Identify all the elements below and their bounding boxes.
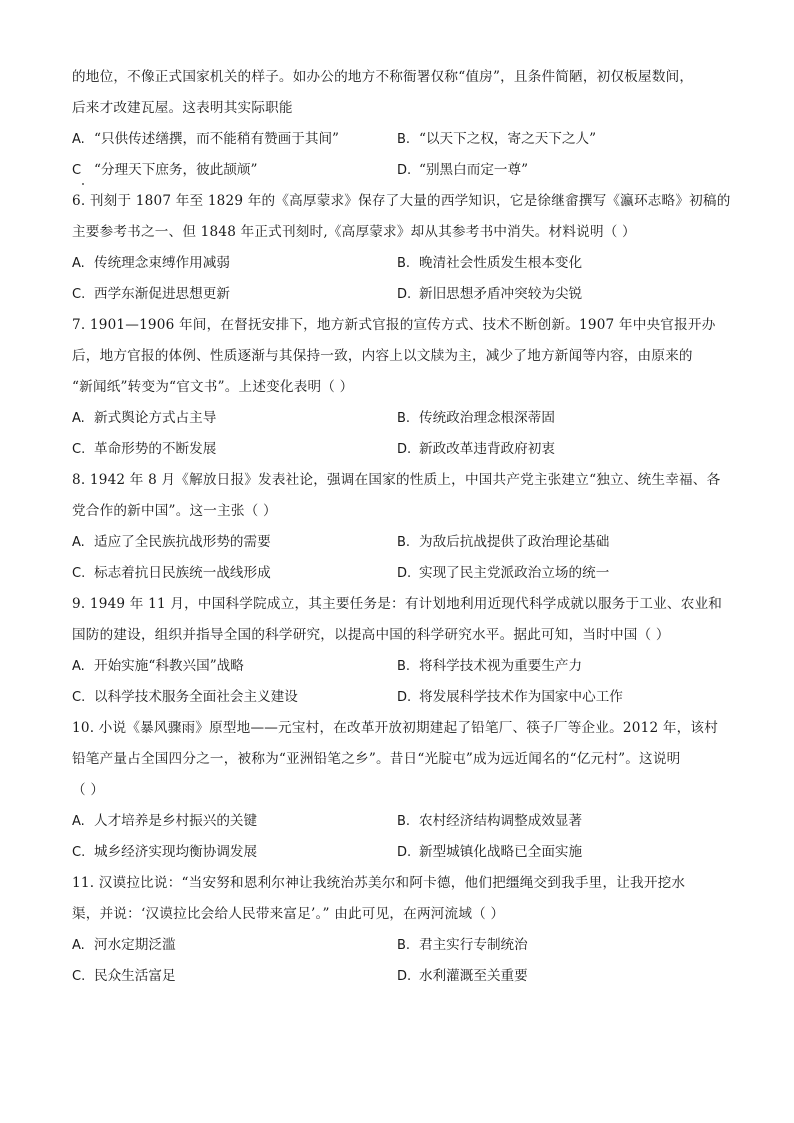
option-text: 城乡经济实现均衡协调发展 — [94, 844, 258, 860]
option-text: 为敌后抗战提供了政治理论基础 — [419, 534, 610, 550]
option-text: 民众生活富足 — [94, 968, 176, 984]
options-row — [72, 248, 732, 279]
option-key: D. — [397, 163, 412, 178]
option-text: 新式舆论方式占主导 — [94, 410, 217, 426]
option-key: C. — [72, 287, 86, 302]
option-key: A. — [72, 938, 85, 953]
option-key: C. — [72, 969, 86, 984]
question-stem-line: 10. 小说《暴风骤雨》原型地——元宝村，在改革开放初期建起了铅笔厂、筷子厂等企业。2012 年，该村 — [72, 720, 718, 736]
option-text: 晚清社会性质发生根本变化 — [419, 255, 583, 271]
option-b — [397, 124, 722, 155]
question-5-continuation — [72, 62, 732, 186]
stray-dot-mark — [82, 183, 84, 185]
options-row — [72, 930, 732, 961]
option-a — [72, 651, 397, 682]
option-key: D. — [397, 442, 412, 457]
option-a — [72, 124, 397, 155]
options-row — [72, 558, 732, 589]
question-stem-line: 的地位，不像正式国家机关的样子。如办公的地方不称衙署仅称“值房”，且条件简陋，初仅板屋数间， — [72, 69, 694, 85]
question-stem-line: 7. 1901—1906 年间，在督抚安排下，地方新式官报的宣传方式、技术不断创新。1907 年中央官报开办 — [72, 317, 716, 333]
question-11 — [72, 868, 732, 992]
exam-page — [72, 62, 732, 992]
option-d — [397, 682, 722, 713]
option-text: “以天下之权，寄之天下之人” — [419, 131, 597, 147]
options-row — [72, 682, 732, 713]
option-key: B. — [397, 535, 411, 550]
question-stem-line: 渠，并说：‘汉谟拉比会给人民带来富足’。” 由此可见，在两河流域（ ） — [72, 906, 505, 922]
option-text: “分理天下庶务，彼此颉颃” — [94, 162, 258, 178]
option-text: “只供传述缮撰，而不能稍有赞画于其间” — [94, 131, 339, 147]
option-c — [72, 155, 397, 186]
option-text: 开始实施“科教兴国”战略 — [94, 658, 244, 674]
option-d — [397, 155, 722, 186]
option-text: 人才培养是乡村振兴的关键 — [94, 813, 258, 829]
option-key: D. — [397, 969, 412, 984]
option-text: 新型城镇化战略已全面实施 — [419, 844, 583, 860]
option-a — [72, 930, 397, 961]
option-c — [72, 837, 397, 868]
option-key: B. — [397, 132, 411, 147]
option-text: 以科学技术服务全面社会主义建设 — [94, 689, 298, 705]
question-stem-line: 11. 汉谟拉比说：“当安努和恩利尔神让我统治苏美尔和阿卡德，他们把缰绳交到我手里，让我开挖水 — [72, 875, 686, 891]
options-row — [72, 279, 732, 310]
option-key: B. — [397, 411, 411, 426]
question-stem-line: 9. 1949 年 11 月，中国科学院成立，其主要任务是：有计划地利用近现代科学成就以服务于工业、农业和 — [72, 596, 723, 612]
option-text: 将发展科学技术作为国家中心工作 — [419, 689, 623, 705]
option-d — [397, 279, 722, 310]
option-text: “别黑白而定一尊” — [419, 162, 529, 178]
option-a — [72, 806, 397, 837]
option-c — [72, 279, 397, 310]
question-9 — [72, 589, 732, 713]
question-stem-line: 后，地方官报的体例、性质逐渐与其保持一致，内容上以文牍为主，减少了地方新闻等内容，由原来的 — [72, 348, 693, 364]
option-key: B. — [397, 814, 411, 829]
option-d — [397, 837, 722, 868]
option-key: A. — [72, 411, 85, 426]
option-text: 君主实行专制统治 — [419, 937, 528, 953]
option-text: 将科学技术视为重要生产力 — [419, 658, 583, 674]
option-d — [397, 961, 722, 992]
option-text: 西学东渐促进思想更新 — [94, 286, 230, 302]
option-d — [397, 558, 722, 589]
option-key: D. — [397, 845, 412, 860]
question-stem-line: 国防的建设，组织并指导全国的科学研究，以提高中国的科学研究水平。据此可知，当时中国（ ） — [72, 627, 670, 643]
option-key: A. — [72, 256, 85, 271]
question-6 — [72, 186, 732, 310]
option-key: D. — [397, 287, 412, 302]
question-stem-line: 主要参考书之一、但 1848 年正式刊刻时,《高厚蒙求》却从其参考书中消失。材料说明（ ） — [72, 224, 636, 240]
option-b — [397, 651, 722, 682]
question-stem-line: 党合作的新中国”。这一主张（ ） — [72, 503, 277, 519]
question-stem-line: 6. 刊刻于 1807 年至 1829 年的《高厚蒙求》保存了大量的西学知识，它是徐继畲撰写《瀛环志略》初稿的 — [72, 193, 731, 209]
option-key: B. — [397, 938, 411, 953]
option-key: C. — [72, 690, 86, 705]
options-row — [72, 651, 732, 682]
option-text: 标志着抗日民族统一战线形成 — [94, 565, 271, 581]
option-text: 革命形势的不断发展 — [94, 441, 217, 457]
question-8 — [72, 465, 732, 589]
option-key: B. — [397, 256, 411, 271]
option-c — [72, 961, 397, 992]
options-row — [72, 806, 732, 837]
option-key: D. — [397, 690, 412, 705]
option-b — [397, 527, 722, 558]
option-b — [397, 403, 722, 434]
option-text: 水利灌溉至关重要 — [419, 968, 528, 984]
option-key: C. — [72, 442, 86, 457]
option-c — [72, 434, 397, 465]
option-key: C. — [72, 845, 86, 860]
option-c — [72, 682, 397, 713]
option-d — [397, 434, 722, 465]
option-key: A. — [72, 132, 85, 147]
option-b — [397, 248, 722, 279]
option-key: C — [72, 163, 82, 178]
question-stem-line: 后来才改建瓦屋。这表明其实际职能 — [72, 100, 293, 116]
option-text: 实现了民主党派政治立场的统一 — [419, 565, 610, 581]
options-row — [72, 155, 732, 186]
option-key: B. — [397, 659, 411, 674]
option-a — [72, 403, 397, 434]
option-text: 传统政治理念根深蒂固 — [419, 410, 555, 426]
option-text: 适应了全民族抗战形势的需要 — [94, 534, 271, 550]
option-a — [72, 527, 397, 558]
option-key: A. — [72, 535, 85, 550]
option-text: 传统理念束缚作用减弱 — [94, 255, 230, 271]
option-text: 农村经济结构调整成效显著 — [419, 813, 583, 829]
option-text: 新旧思想矛盾冲突较为尖锐 — [419, 286, 583, 302]
option-a — [72, 248, 397, 279]
option-key: A. — [72, 814, 85, 829]
question-stem-line: 铅笔产量占全国四分之一，被称为“亚洲铅笔之乡”。昔日“光腚屯”成为远近闻名的“亿元村”。这说明 — [72, 751, 681, 767]
question-stem-line: “新闻纸”转变为“官文书”。上述变化表明（ ） — [72, 379, 354, 395]
question-7 — [72, 310, 732, 465]
option-b — [397, 930, 722, 961]
options-row — [72, 403, 732, 434]
option-text: 新政改革违背政府初衷 — [419, 441, 555, 457]
options-row — [72, 837, 732, 868]
question-10 — [72, 713, 732, 868]
options-row — [72, 124, 732, 155]
question-stem-line: （ ） — [72, 782, 105, 798]
options-row — [72, 434, 732, 465]
option-key: C. — [72, 566, 86, 581]
option-c — [72, 558, 397, 589]
question-stem-line: 8. 1942 年 8 月《解放日报》发表社论，强调在国家的性质上，中国共产党主张建立“独立、统生幸福、各 — [72, 472, 721, 488]
option-key: A. — [72, 659, 85, 674]
option-text: 河水定期泛滥 — [94, 937, 176, 953]
option-key: D. — [397, 566, 412, 581]
option-b — [397, 806, 722, 837]
options-row — [72, 527, 732, 558]
options-row — [72, 961, 732, 992]
